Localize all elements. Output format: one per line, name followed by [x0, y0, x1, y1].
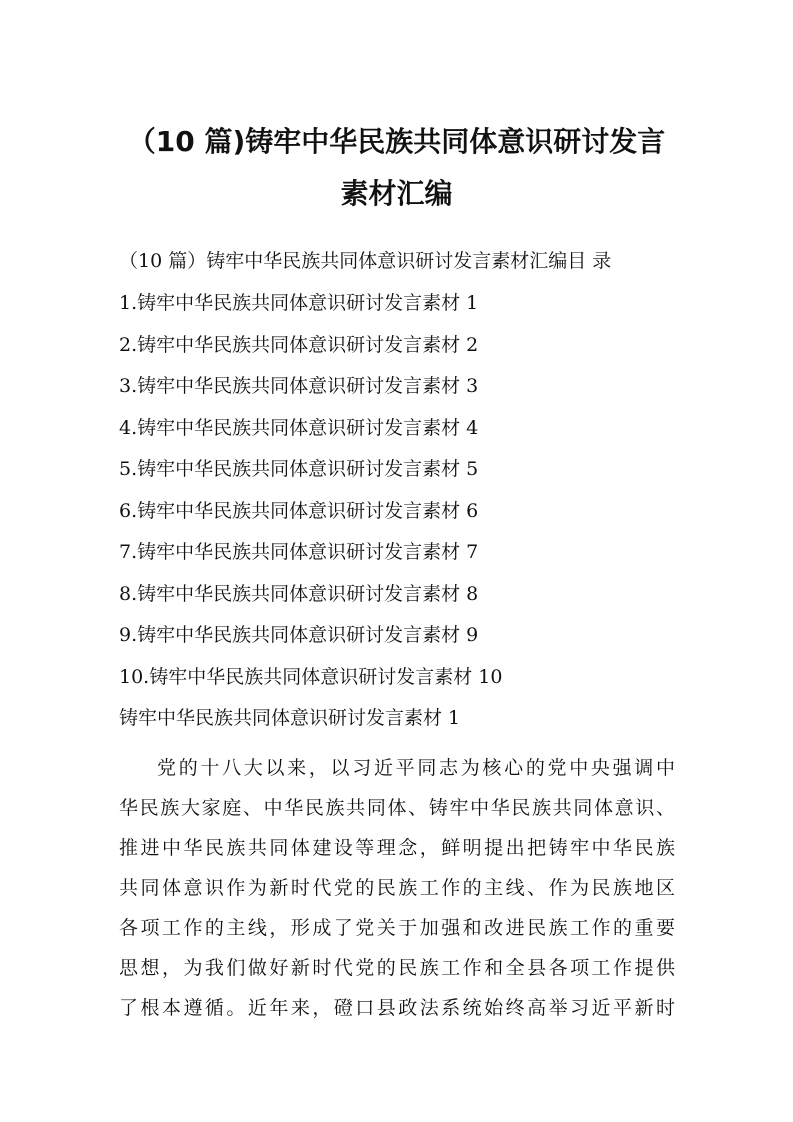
toc-item-2: 2.铸牢中华民族共同体意识研讨发言素材 2 [119, 334, 479, 356]
toc-item-7: 7.铸牢中华民族共同体意识研讨发言素材 7 [119, 541, 479, 563]
toc-item-5: 5.铸牢中华民族共同体意识研讨发言素材 5 [119, 458, 479, 480]
body-line: 共同体意识作为新时代党的民族工作的主线、作为民族地区 [119, 877, 675, 899]
body-line: 华民族大家庭、中华民族共同体、铸牢中华民族共同体意识、 [119, 797, 675, 819]
toc-item-9: 9.铸牢中华民族共同体意识研讨发言素材 9 [119, 624, 479, 646]
document-title [100, 116, 693, 220]
body-line: 各项工作的主线，形成了党关于加强和改进民族工作的重要 [119, 917, 675, 939]
section-heading: 铸牢中华民族共同体意识研讨发言素材 1 [119, 707, 461, 729]
toc-item-3: 3.铸牢中华民族共同体意识研讨发言素材 3 [119, 375, 479, 397]
toc-item-6: 6.铸牢中华民族共同体意识研讨发言素材 6 [119, 500, 479, 522]
toc-item-8: 8.铸牢中华民族共同体意识研讨发言素材 8 [119, 583, 479, 605]
title-line-1: （10 篇)铸牢中华民族共同体意识研讨发言 [127, 125, 666, 158]
toc-heading: （10 篇）铸牢中华民族共同体意识研讨发言素材汇编目 录 [119, 250, 612, 272]
toc-item-4: 4.铸牢中华民族共同体意识研讨发言素材 4 [119, 417, 479, 439]
body-line: 党的十八大以来，以习近平同志为核心的党中央强调中 [157, 757, 675, 779]
toc-item-1: 1.铸牢中华民族共同体意识研讨发言素材 1 [119, 292, 479, 314]
body-line: 思想，为我们做好新时代党的民族工作和全县各项工作提供 [119, 957, 675, 979]
toc-item-10: 10.铸牢中华民族共同体意识研讨发言素材 10 [119, 666, 503, 688]
body-paragraph [119, 748, 675, 1028]
body-line: 了根本遵循。近年来，磴口县政法系统始终高举习近平新时 [119, 997, 675, 1019]
body-line: 推进中华民族共同体建设等理念，鲜明提出把铸牢中华民族 [119, 837, 675, 859]
title-line-2: 素材汇编 [340, 177, 453, 210]
